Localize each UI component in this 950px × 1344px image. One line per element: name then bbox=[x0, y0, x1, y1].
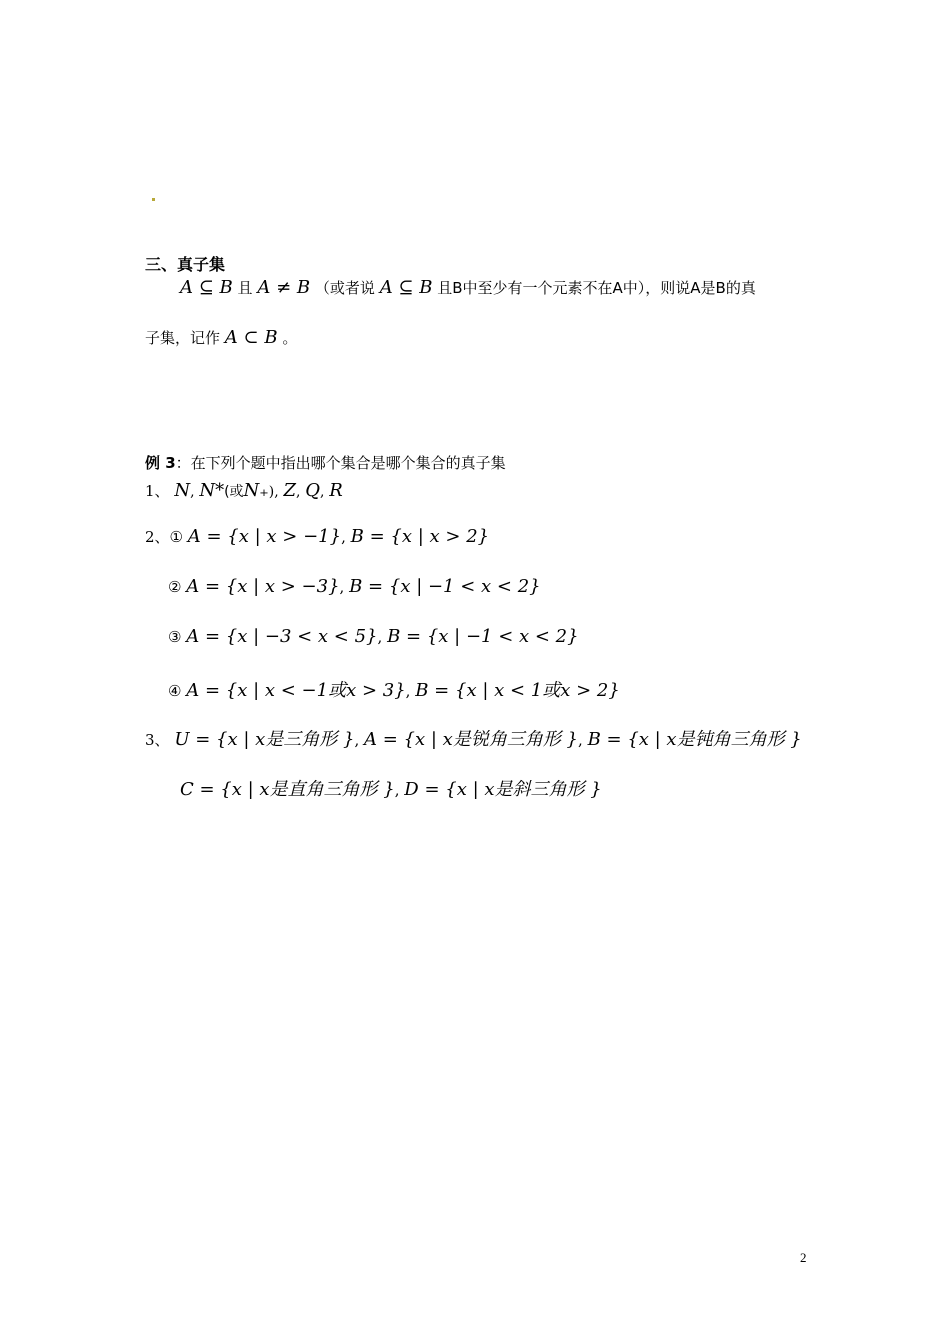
text-close: ), bbox=[268, 484, 279, 500]
question-2-item-4 bbox=[168, 676, 620, 702]
text-period: 。 bbox=[282, 329, 298, 347]
text-definition-rest: 且B中至少有一个元素不在A中），则说A是B的真 bbox=[437, 279, 756, 297]
question-2-item-3 bbox=[168, 626, 579, 647]
set-a: A = {x | x是锐角三角形 } bbox=[364, 729, 578, 750]
set-a: A = {x | −3 < x < 5} bbox=[186, 626, 378, 647]
separator: , bbox=[578, 731, 583, 749]
set-b: B = {x | −1 < x < 2} bbox=[387, 626, 579, 647]
separator: , bbox=[341, 528, 346, 546]
circle-number: ② bbox=[168, 578, 182, 596]
set-n-star: N* bbox=[199, 480, 225, 501]
example-intro: ：在下列个题中指出哪个集合是哪个集合的真子集 bbox=[175, 454, 506, 472]
question-3-line-2 bbox=[180, 775, 602, 801]
question-2-item-2 bbox=[168, 576, 541, 597]
definition-line-1 bbox=[180, 277, 756, 298]
question-2-item-1 bbox=[145, 526, 489, 547]
text-and: 且 bbox=[237, 279, 253, 297]
separator: , bbox=[377, 628, 383, 646]
question-1-number: 1、 bbox=[145, 482, 170, 500]
set-a: A = {x | x > −3} bbox=[186, 576, 340, 597]
separator: , bbox=[394, 781, 400, 799]
definition-line-2 bbox=[145, 327, 297, 348]
example-3-header bbox=[145, 452, 506, 473]
set-u: U = {x | x是三角形 } bbox=[174, 729, 355, 750]
question-1 bbox=[145, 480, 343, 501]
circle-number: ① bbox=[169, 528, 183, 546]
set-q: Q bbox=[305, 480, 321, 501]
set-b: B = {x | x > 2} bbox=[350, 526, 490, 547]
set-c: C = {x | x是直角三角形 } bbox=[180, 779, 395, 800]
section-title: 三、真子集 bbox=[145, 255, 226, 274]
set-n-plus: N₊ bbox=[243, 480, 269, 501]
circle-number: ③ bbox=[168, 628, 182, 646]
text-or-open: (或 bbox=[224, 484, 244, 500]
separator: , bbox=[339, 578, 345, 596]
formula-a-neq-b: A ≠ B bbox=[257, 277, 311, 298]
set-a: A = {x | x < −1或x > 3} bbox=[186, 680, 406, 701]
set-z: Z bbox=[283, 480, 297, 501]
question-2-number: 2、 bbox=[145, 528, 170, 546]
set-a: A = {x | x > −1} bbox=[187, 526, 342, 547]
page-number: 2 bbox=[800, 1250, 807, 1265]
decorative-dot bbox=[152, 198, 155, 201]
set-b: B = {x | −1 < x < 2} bbox=[349, 576, 541, 597]
question-3-line-1 bbox=[145, 725, 802, 751]
text-or-say: （或者说 bbox=[314, 279, 375, 297]
set-r: R bbox=[329, 480, 343, 501]
formula-a-subseteq-b-2: A ⊆ B bbox=[379, 277, 433, 298]
set-n: N bbox=[174, 480, 191, 501]
set-d: D = {x | x是斜三角形 } bbox=[404, 779, 602, 800]
comma: , bbox=[320, 484, 325, 500]
set-b: B = {x | x < 1或x > 2} bbox=[415, 680, 620, 701]
text-proper-subset-notation: 子集，记作 bbox=[145, 329, 221, 347]
example-label: 例 3 bbox=[145, 454, 176, 472]
formula-a-subseteq-b: A ⊆ B bbox=[180, 277, 233, 298]
formula-a-subset-b: A ⊂ B bbox=[224, 327, 278, 348]
separator: , bbox=[405, 682, 411, 700]
circle-number: ④ bbox=[168, 682, 182, 700]
question-3-number: 3、 bbox=[145, 731, 170, 749]
separator: , bbox=[354, 731, 360, 749]
comma: , bbox=[296, 484, 301, 500]
set-b: B = {x | x是钝角三角形 } bbox=[587, 729, 802, 750]
comma: , bbox=[190, 484, 195, 500]
